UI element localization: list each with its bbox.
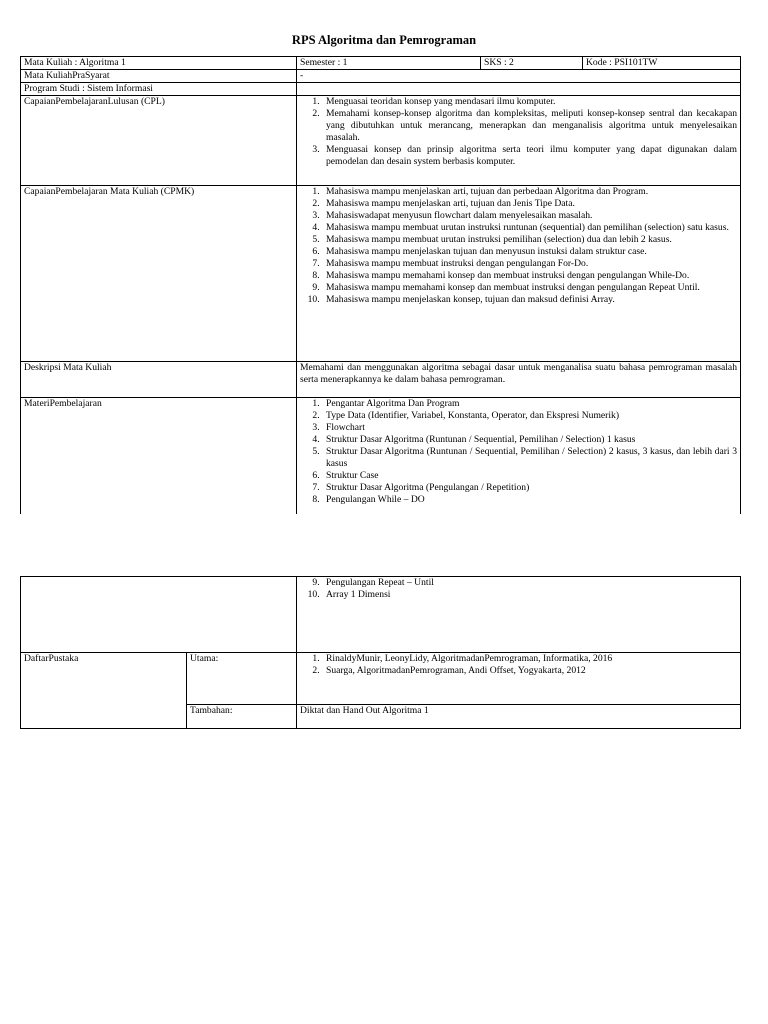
semester-cell: Semester : 1 <box>297 57 481 70</box>
description-label: Deskripsi Mata Kuliah <box>21 362 297 398</box>
list-item: 7. Struktur Dasar Algoritma (Pengulangan / Repetition) <box>322 482 737 494</box>
cpmk-list <box>300 186 737 306</box>
list-item: 5. Mahasiswa mampu membuat urutan instruksi pemilihan (selection) dua dan lebih 2 kasus. <box>322 234 737 246</box>
list-item: 3. Mahasiswadapat menyusun flowchart dalam menyelesaikan masalah. <box>322 210 737 222</box>
list-item: 3. Flowchart <box>322 422 737 434</box>
material-continued-content <box>297 577 741 653</box>
page-1-table-clip <box>20 56 742 514</box>
study-program-cell: Program Studi : Sistem Informasi <box>21 83 297 96</box>
cpmk-label: CapaianPembelajaran Mata Kuliah (CPMK) <box>21 186 297 362</box>
reference-main-label: Utama: <box>187 653 297 705</box>
study-program-row <box>21 83 741 96</box>
list-item: 9. Pengulangan Repeat – Until <box>322 577 737 589</box>
list-item: 1. Mahasiswa mampu menjelaskan arti, tujuan dan perbedaan Algoritma dan Program. <box>322 186 737 198</box>
prerequisite-label: Mata KuliahPraSyarat <box>21 70 297 83</box>
rps-table-page-2 <box>20 576 741 729</box>
list-item: 10. Array 1 Dimensi <box>322 589 737 601</box>
description-row <box>21 362 741 398</box>
list-item: 2. Type Data (Identifier, Variabel, Konstanta, Operator, dan Ekspresi Numerik) <box>322 410 737 422</box>
list-item: 6. Struktur Case <box>322 470 737 482</box>
cpl-content <box>297 96 741 186</box>
reference-label: DaftarPustaka <box>21 653 187 729</box>
prerequisite-value: - <box>297 70 741 83</box>
material-list <box>300 398 737 506</box>
document-title: RPS Algoritma dan Pemrograman <box>291 33 477 47</box>
list-item: 10. Mahasiswa mampu menjelaskan konsep, tujuan dan maksud definisi Array. <box>322 294 737 306</box>
cpl-label: CapaianPembelajaranLulusan (CPL) <box>21 96 297 186</box>
rps-table-page-1 <box>20 56 741 514</box>
list-item: 1. RinaldyMunir, LeonyLidy, AlgoritmadanPemrograman, Informatika, 2016 <box>322 653 737 665</box>
list-item: 9. Mahasiswa mampu memahami konsep dan membuat instruksi dengan pengulangan Repeat Until. <box>322 282 737 294</box>
reference-additional-label: Tambahan: <box>187 705 297 729</box>
material-content <box>297 398 741 515</box>
material-row <box>21 398 741 515</box>
cpl-row <box>21 96 741 186</box>
list-item: 8. Mahasiswa mampu memahami konsep dan membuat instruksi dengan pengulangan While-Do. <box>322 270 737 282</box>
course-name-cell: Mata Kuliah : Algoritma 1 <box>21 57 297 70</box>
reference-main-list <box>300 653 737 677</box>
list-item: 1. Menguasai teoridan konsep yang mendasari ilmu komputer. <box>322 96 737 108</box>
list-item: 7. Mahasiswa mampu membuat instruksi dengan pengulangan For-Do. <box>322 258 737 270</box>
list-item: 8. Pengulangan While – DO <box>322 494 737 506</box>
list-item: 4. Struktur Dasar Algoritma (Runtunan / Sequential, Pemilihan / Selection) 1 kasus <box>322 434 737 446</box>
sks-cell: SKS : 2 <box>481 57 583 70</box>
material-continued-list <box>300 577 737 601</box>
list-item: 2. Memahami konsep-konsep algoritma dan kompleksitas, meliputi konsep-konsep sentral dan kecakapan yang dibutuhkan untuk merancang, menerapkan dan menganalisis algoritma untuk menyelesaikan masalah. <box>322 108 737 144</box>
reference-additional-text: Diktat dan Hand Out Algoritma 1 <box>297 705 741 729</box>
course-info-row <box>21 57 741 70</box>
cpmk-row <box>21 186 741 362</box>
reference-main-content <box>297 653 741 705</box>
description-text: Memahami dan menggunakan algoritma sebagai dasar untuk menganalisa suatu bahasa pemrograman masalah serta menerapkannya ke dalam bahasa pemrograman. <box>297 362 741 398</box>
course-code-cell: Kode : PSI101TW <box>583 57 741 70</box>
prerequisite-row <box>21 70 741 83</box>
list-item: 6. Mahasiswa mampu menjelaskan tujuan dan menyusun instuksi dalam struktur case. <box>322 246 737 258</box>
material-continued-row <box>21 577 741 653</box>
list-item: 1. Pengantar Algoritma Dan Program <box>322 398 737 410</box>
reference-main-row <box>21 653 741 705</box>
cpl-list <box>300 96 737 168</box>
material-continued-label-empty <box>21 577 297 653</box>
list-item: 2. Suarga, AlgoritmadanPemrograman, Andi Offset, Yogyakarta, 2012 <box>322 665 737 677</box>
list-item: 4. Mahasiswa mampu membuat urutan instruksi runtunan (sequential) dan pemilihan (selection) satu kasus. <box>322 222 737 234</box>
study-program-empty <box>297 83 741 96</box>
material-label: MateriPembelajaran <box>21 398 297 515</box>
list-item: 5. Struktur Dasar Algoritma (Runtunan / Sequential, Pemilihan / Selection) 2 kasus, 3 kasus, dan lebih dari 3 kasus <box>322 446 737 470</box>
list-item: 2. Mahasiswa mampu menjelaskan arti, tujuan dan Jenis Tipe Data. <box>322 198 737 210</box>
list-item: 3. Menguasai konsep dan prinsip algoritma serta teori ilmu komputer yang dapat digunakan dalam pemodelan dan desain system berbasis komputer. <box>322 144 737 168</box>
cpmk-content <box>297 186 741 362</box>
